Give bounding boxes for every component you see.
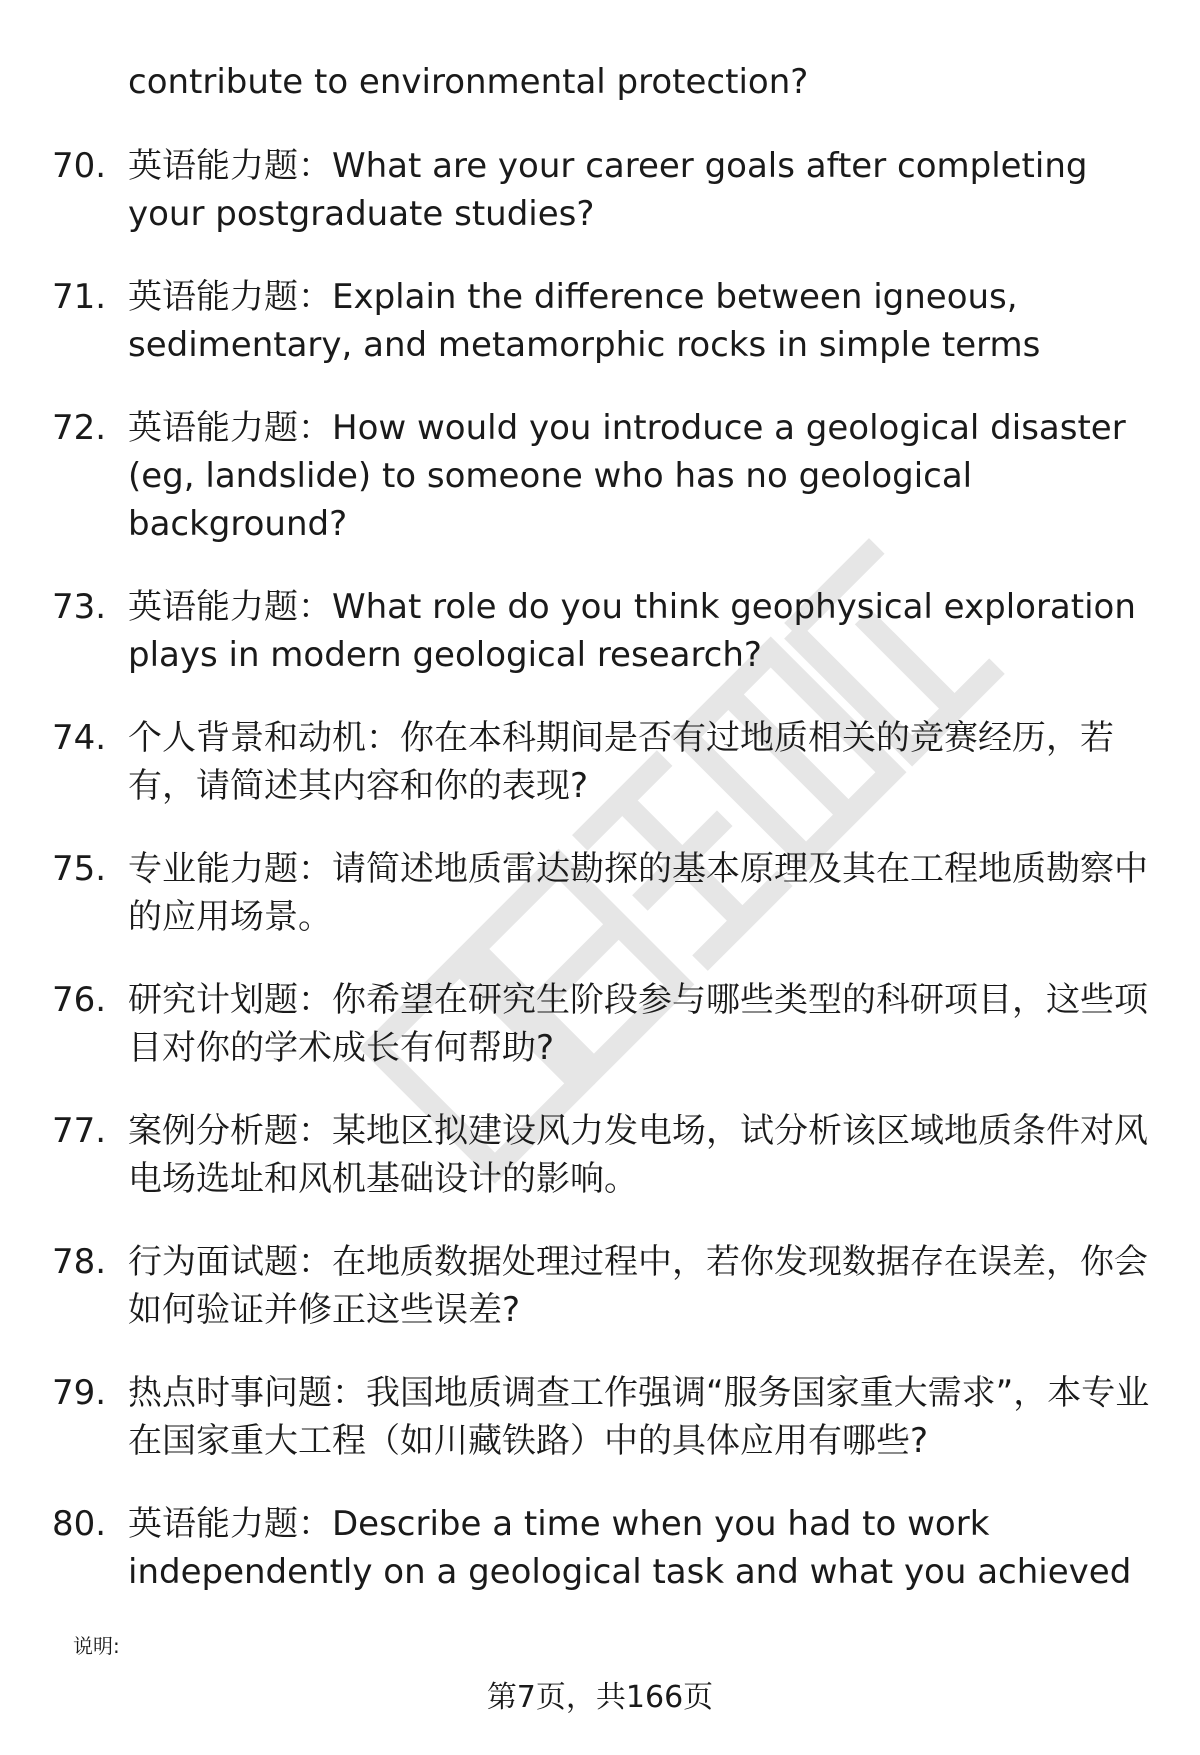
question-number: 79.	[52, 1373, 107, 1413]
question-number: 72.	[52, 408, 107, 448]
question-text: 研究计划题：你希望在研究生阶段参与哪些类型的科研项目，这些项目对你的学术成长有何帮助?	[128, 980, 1148, 1068]
question-item	[0, 1238, 1200, 1334]
question-item	[0, 1500, 1200, 1596]
question-number: 76.	[52, 980, 107, 1020]
question-item	[0, 845, 1200, 941]
question-number: 73.	[52, 587, 107, 627]
question-number: 75.	[52, 849, 107, 889]
question-text: 英语能力题：How would you introduce a geological disaster (eg, landslide) to someone who has no geological background?	[128, 408, 1126, 544]
question-text: 行为面试题：在地质数据处理过程中，若你发现数据存在误差，你会如何验证并修正这些误差?	[128, 1242, 1148, 1330]
continuation-line: contribute to environmental protection?	[128, 62, 809, 102]
question-text: 个人背景和动机：你在本科期间是否有过地质相关的竞赛经历，若有，请简述其内容和你的表现?	[128, 718, 1114, 806]
question-number: 77.	[52, 1111, 107, 1151]
page-footer: 第7页，共166页	[486, 1680, 714, 1715]
question-text: 英语能力题：Explain the difference between igneous, sedimentary, and metamorphic rocks in simple terms	[128, 277, 1041, 365]
question-text: 英语能力题：Describe a time when you had to work independently on a geological task and what you achieved	[128, 1504, 1132, 1592]
question-list	[0, 142, 1200, 1631]
question-text: 英语能力题：What role do you think geophysical exploration plays in modern geological research?	[128, 587, 1136, 675]
question-item	[0, 273, 1200, 369]
question-item	[0, 142, 1200, 238]
question-number: 74.	[52, 718, 107, 758]
question-text: 英语能力题：What are your career goals after completing your postgraduate studies?	[128, 146, 1088, 234]
question-text: 专业能力题：请简述地质雷达勘探的基本原理及其在工程地质勘察中的应用场景。	[128, 849, 1148, 937]
question-item	[0, 976, 1200, 1072]
question-number: 80.	[52, 1504, 107, 1544]
question-number: 71.	[52, 277, 107, 317]
question-text: 案例分析题：某地区拟建设风力发电场，试分析该区域地质条件对风电场选址和风机基础设计的影响。	[128, 1111, 1148, 1199]
question-number: 78.	[52, 1242, 107, 1282]
question-item	[0, 1369, 1200, 1465]
note-label: 说明:	[73, 1634, 120, 1658]
question-item	[0, 404, 1200, 548]
question-item	[0, 714, 1200, 810]
question-text: 热点时事问题：我国地质调查工作强调“服务国家重大需求”，本专业在国家重大工程（如川藏铁路）中的具体应用有哪些?	[128, 1373, 1150, 1461]
question-item	[0, 1107, 1200, 1203]
question-item	[0, 583, 1200, 679]
question-number: 70.	[52, 146, 107, 186]
